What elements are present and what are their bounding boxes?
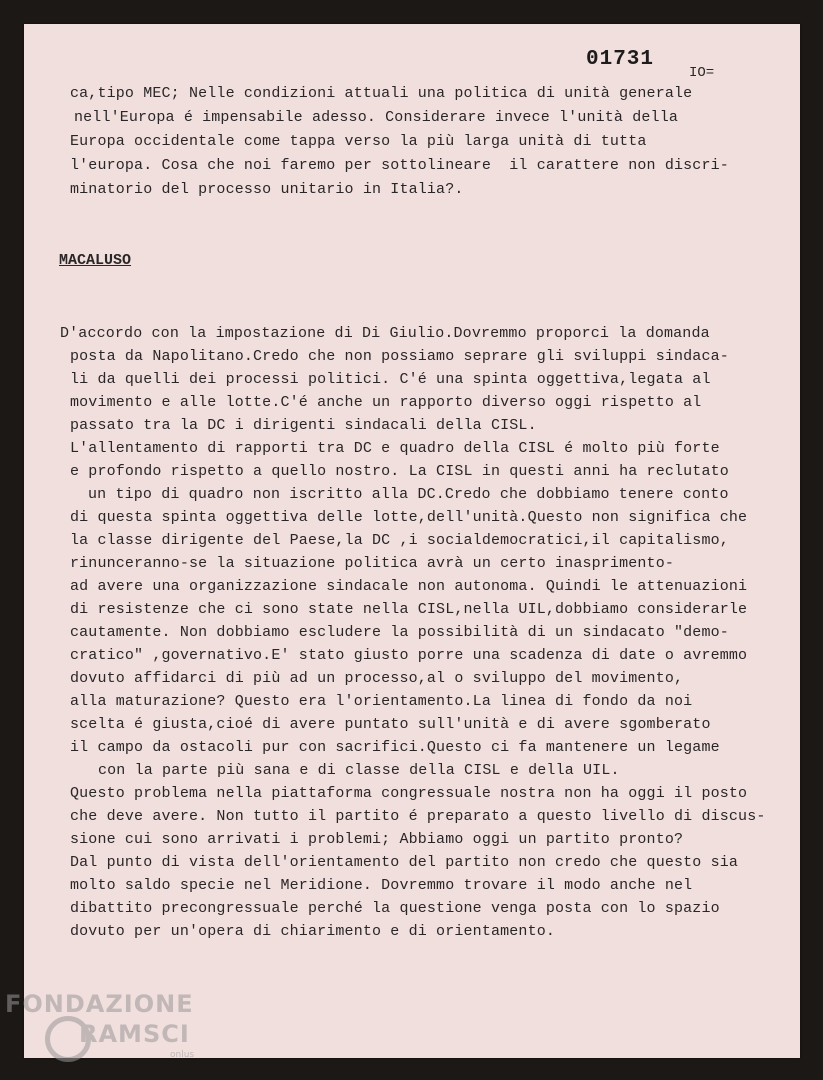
body-line-5: passato tra la DC i dirigenti sindacali della CISL. bbox=[70, 417, 537, 434]
body-line-19: il campo da ostacoli pur con sacrifici.Questo ci fa mantenere un legame bbox=[70, 739, 720, 756]
watermark-title: FONDAZIONE bbox=[5, 990, 194, 1018]
body-line-12: ad avere una organizzazione sindacale non autonoma. Quindi le attenuazioni bbox=[70, 578, 748, 595]
body-line-24: Dal punto di vista dell'orientamento del partito non credo che questo sia bbox=[70, 854, 739, 871]
top-line-3: Europa occidentale come tappa verso la più larga unità di tutta bbox=[70, 133, 647, 150]
fondazione-gramsci-watermark bbox=[5, 990, 215, 1075]
top-line-2: nell'Europa é impensabile adesso. Considerare invece l'unità della bbox=[74, 109, 678, 126]
body-line-27: dovuto per un'opera di chiarimento e di orientamento. bbox=[70, 923, 556, 940]
body-line-4: movimento e alle lotte.C'é anche un rapporto diverso oggi rispetto al bbox=[70, 394, 702, 411]
body-line-23: sione cui sono arrivati i problemi; Abbiamo oggi un partito pronto? bbox=[70, 831, 684, 848]
section-heading: MACALUSO bbox=[59, 252, 132, 269]
body-line-11: rinunceranno-se la situazione politica avrà un certo inasprimento- bbox=[70, 555, 674, 572]
body-line-8: un tipo di quadro non iscritto alla DC.Credo che dobbiamo tenere conto bbox=[88, 486, 729, 503]
body-line-3: li da quelli dei processi politici. C'é una spinta oggettiva,legata al bbox=[70, 371, 711, 388]
archive-stamp-number: 01731 bbox=[586, 48, 655, 71]
page-number: IO= bbox=[689, 65, 715, 81]
bleed-through-text bbox=[314, 224, 794, 339]
watermark-onlus: onlus bbox=[170, 1050, 195, 1060]
body-line-9: di questa spinta oggettiva delle lotte,dell'unità.Questo non significa che bbox=[70, 509, 748, 526]
body-line-14: cautamente. Non dobbiamo escludere la possibilità di un sindacato "demo- bbox=[70, 624, 729, 641]
body-line-16: dovuto affidarci di più ad un processo,al o sviluppo del movimento, bbox=[70, 670, 684, 687]
top-line-5: minatorio del processo unitario in Italia?. bbox=[70, 181, 464, 198]
body-line-17: alla maturazione? Questo era l'orientamento.La linea di fondo da noi bbox=[70, 693, 693, 710]
body-line-13: di resistenze che ci sono state nella CISL,nella UIL,dobbiamo considerarle bbox=[70, 601, 748, 618]
body-line-18: scelta é giusta,cioé di avere puntato sull'unità e di avere sgomberato bbox=[70, 716, 711, 733]
top-line-1: ca,tipo MEC; Nelle condizioni attuali una politica di unità generale bbox=[70, 85, 693, 102]
top-line-4: l'europa. Cosa che noi faremo per sottolineare il carattere non discri- bbox=[70, 157, 729, 174]
body-line-25: molto saldo specie nel Meridione. Dovremmo trovare il modo anche nel bbox=[70, 877, 693, 894]
document-page bbox=[24, 24, 800, 1058]
body-line-1: D'accordo con la impostazione di Di Giulio.Dovremmo proporci la domanda bbox=[60, 325, 710, 342]
body-line-10: la classe dirigente del Paese,la DC ,i socialdemocratici,il capitalismo, bbox=[70, 532, 729, 549]
body-line-21: Questo problema nella piattaforma congressuale nostra non ha oggi il posto bbox=[70, 785, 748, 802]
body-line-26: dibattito precongressuale perché la questione venga posta con lo spazio bbox=[70, 900, 720, 917]
body-line-6: L'allentamento di rapporti tra DC e quadro della CISL é molto più forte bbox=[70, 440, 720, 457]
watermark-subtitle: RAMSCI bbox=[79, 1020, 190, 1048]
body-line-20: con la parte più sana e di classe della CISL e della UIL. bbox=[98, 762, 620, 779]
body-line-15: cratico" ,governativo.E' stato giusto porre una scadenza di date o avremmo bbox=[70, 647, 748, 664]
body-line-2: posta da Napolitano.Credo che non possiamo seprare gli sviluppi sindaca- bbox=[70, 348, 729, 365]
body-line-7: e profondo rispetto a quello nostro. La CISL in questi anni ha reclutato bbox=[70, 463, 729, 480]
body-line-22: che deve avere. Non tutto il partito é preparato a questo livello di discus- bbox=[70, 808, 766, 825]
